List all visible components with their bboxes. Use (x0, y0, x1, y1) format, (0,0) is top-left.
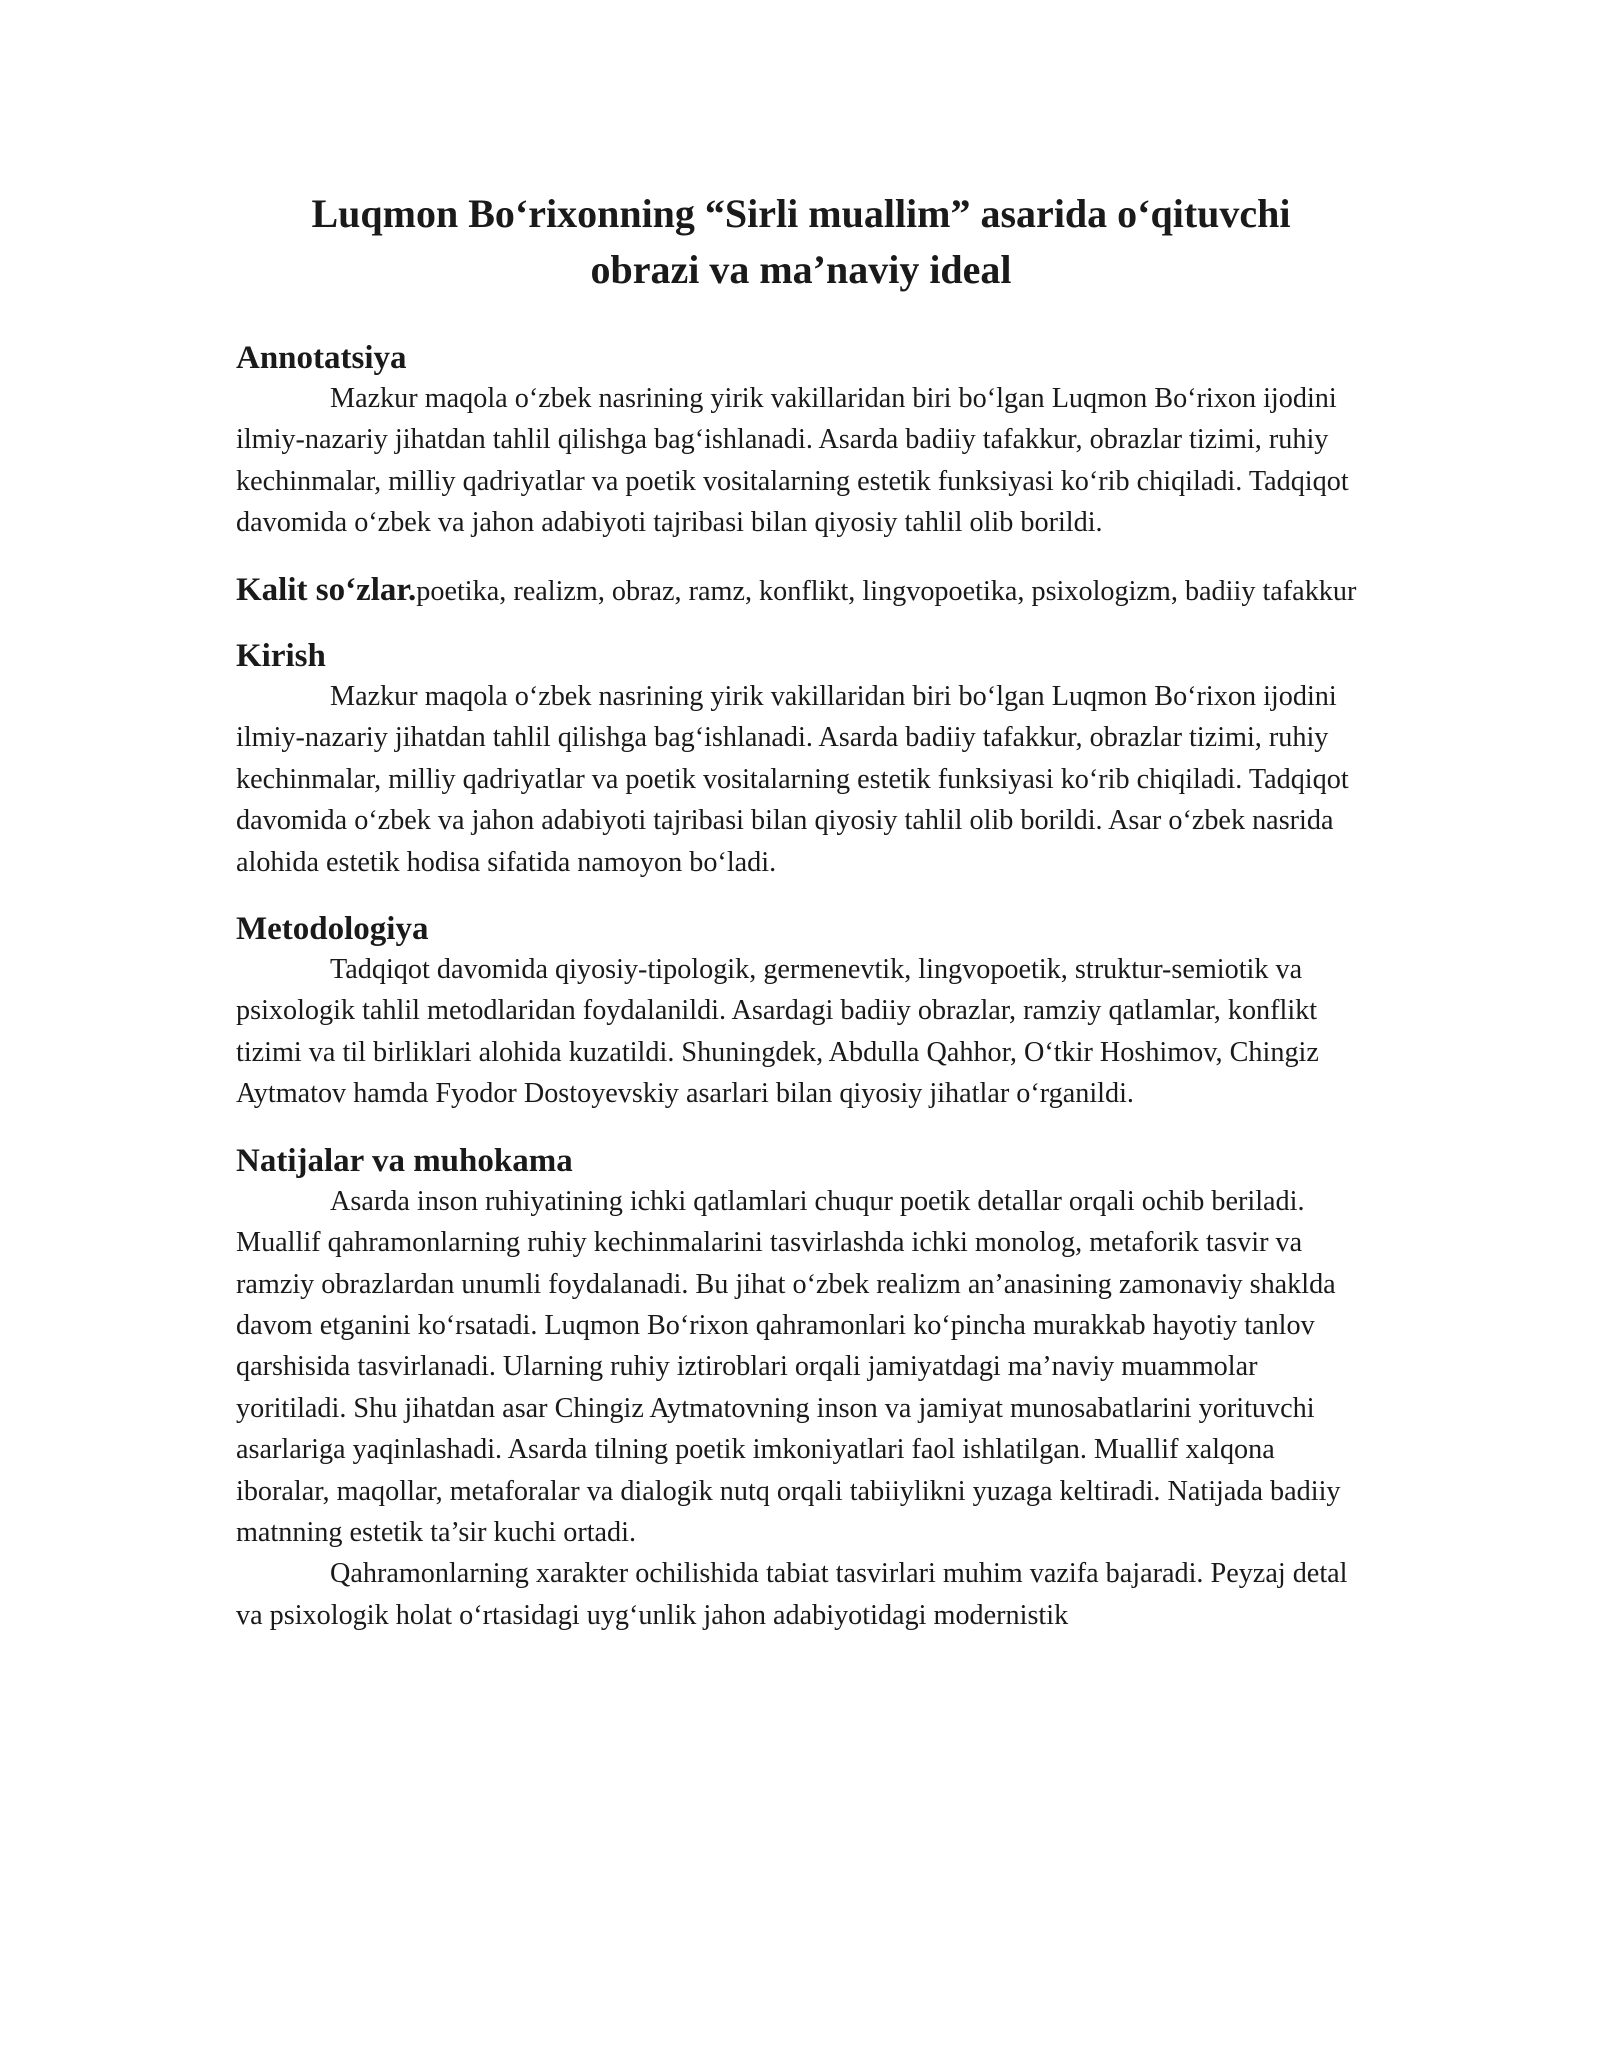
introduction-text: Mazkur maqola o‘zbek nasrining yirik vakillaridan biri bo‘lgan Luqmon Bo‘rixon ijodini ilmiy-nazariy jihatdan tahlil qilishga bag‘ishlanadi. Asarda badiiy tafakkur, obrazlar tizimi, ruhiy kechinmalar, milliy qadriyatlar va poetik vositalarning estetik funksiyasi ko‘rib chiqiladi. Tadqiqot davomida o‘zbek va jahon adabiyoti tajribasi bilan qiyosiy tahlil olib borildi. Asar o‘zbek nasrida alohida estetik hodisa sifatida namoyon bo‘ladi. (236, 681, 1349, 878)
keywords-label: Kalit so‘zlar. (236, 571, 417, 608)
paper-title-line-1: Luqmon Bo‘rixonning “Sirli muallim” asarida o‘qituvchi (311, 191, 1291, 236)
keywords-text: poetika, realizm, obraz, ramz, konflikt, lingvopoetika, psixologizm, badiiy tafakkur (416, 575, 1357, 607)
methodology-section (236, 909, 1366, 1115)
document-body (236, 186, 1366, 1662)
results-paragraph-2: Qahramonlarning xarakter ochilishida tabiat tasvirlari muhim vazifa bajaradi. Peyzaj detal va psixologik holat o‘rtasidagi uyg‘unlik jahon adabiyotidagi modernistik (236, 1558, 1348, 1631)
paper-title (236, 186, 1366, 298)
paper-title-line-2: obrazi va ma’naviy ideal (590, 247, 1012, 292)
keywords-line (236, 570, 1366, 612)
annotation-section (236, 338, 1366, 544)
results-heading: Natijalar va muhokama (236, 1142, 573, 1179)
results-section (236, 1141, 1366, 1636)
annotation-heading: Annotatsiya (236, 340, 407, 376)
annotation-text: Mazkur maqola o‘zbek nasrining yirik vakillaridan biri bo‘lgan Luqmon Bo‘rixon ijodini ilmiy-nazariy jihatdan tahlil qilishga bag‘ishlanadi. Asarda badiiy tafakkur, obrazlar tizimi, ruhiy kechinmalar, milliy qadriyatlar va poetik vositalarning estetik funksiyasi ko‘rib chiqiladi. Tadqiqot davomida o‘zbek va jahon adabiyoti tajribasi bilan qiyosiy tahlil olib borildi. (236, 383, 1349, 539)
results-paragraph-1: Asarda inson ruhiyatining ichki qatlamlari chuqur poetik detallar orqali ochib beriladi. Muallif qahramonlarning ruhiy kechinmalarini tasvirlashda ichki monolog, metaforik tasvir va ramziy obrazlardan unumli foydalanadi. Bu jihat o‘zbek realizm an’anasining zamonaviy shaklda davom etganini ko‘rsatadi. Luqmon Bo‘rixon qahramonlari ko‘pincha murakkab hayotiy tanlov qarshisida tasvirlanadi. Ularning ruhiy iztiroblari orqali jamiyatdagi ma’naviy muammolar yoritiladi. Shu jihatdan asar Chingiz Aytmatovning inson va jamiyat munosabatlarini yorituvchi asarlariga yaqinlashadi. Asarda tilning poetik imkoniyatlari faol ishlatilgan. Muallif xalqona iboralar, maqollar, metaforalar va dialogik nutq orqali tabiiylikni yuzaga keltiradi. Natijada badiiy matnning estetik ta’sir kuchi ortadi. (236, 1185, 1341, 1548)
methodology-text: Tadqiqot davomida qiyosiy-tipologik, germenevtik, lingvopoetik, struktur-semiotik va psixologik tahlil metodlaridan foydalanildi. Asardagi badiiy obrazlar, ramziy qatlamlar, konflikt tizimi va til birliklari alohida kuzatildi. Shuningdek, Abdulla Qahhor, O‘tkir Hoshimov, Chingiz Aytmatov hamda Fyodor Dostoyevskiy asarlari bilan qiyosiy jihatlar o‘rganildi. (236, 954, 1319, 1110)
introduction-heading: Kirish (236, 638, 326, 675)
introduction-section (236, 636, 1366, 883)
methodology-heading: Metodologiya (236, 911, 429, 948)
